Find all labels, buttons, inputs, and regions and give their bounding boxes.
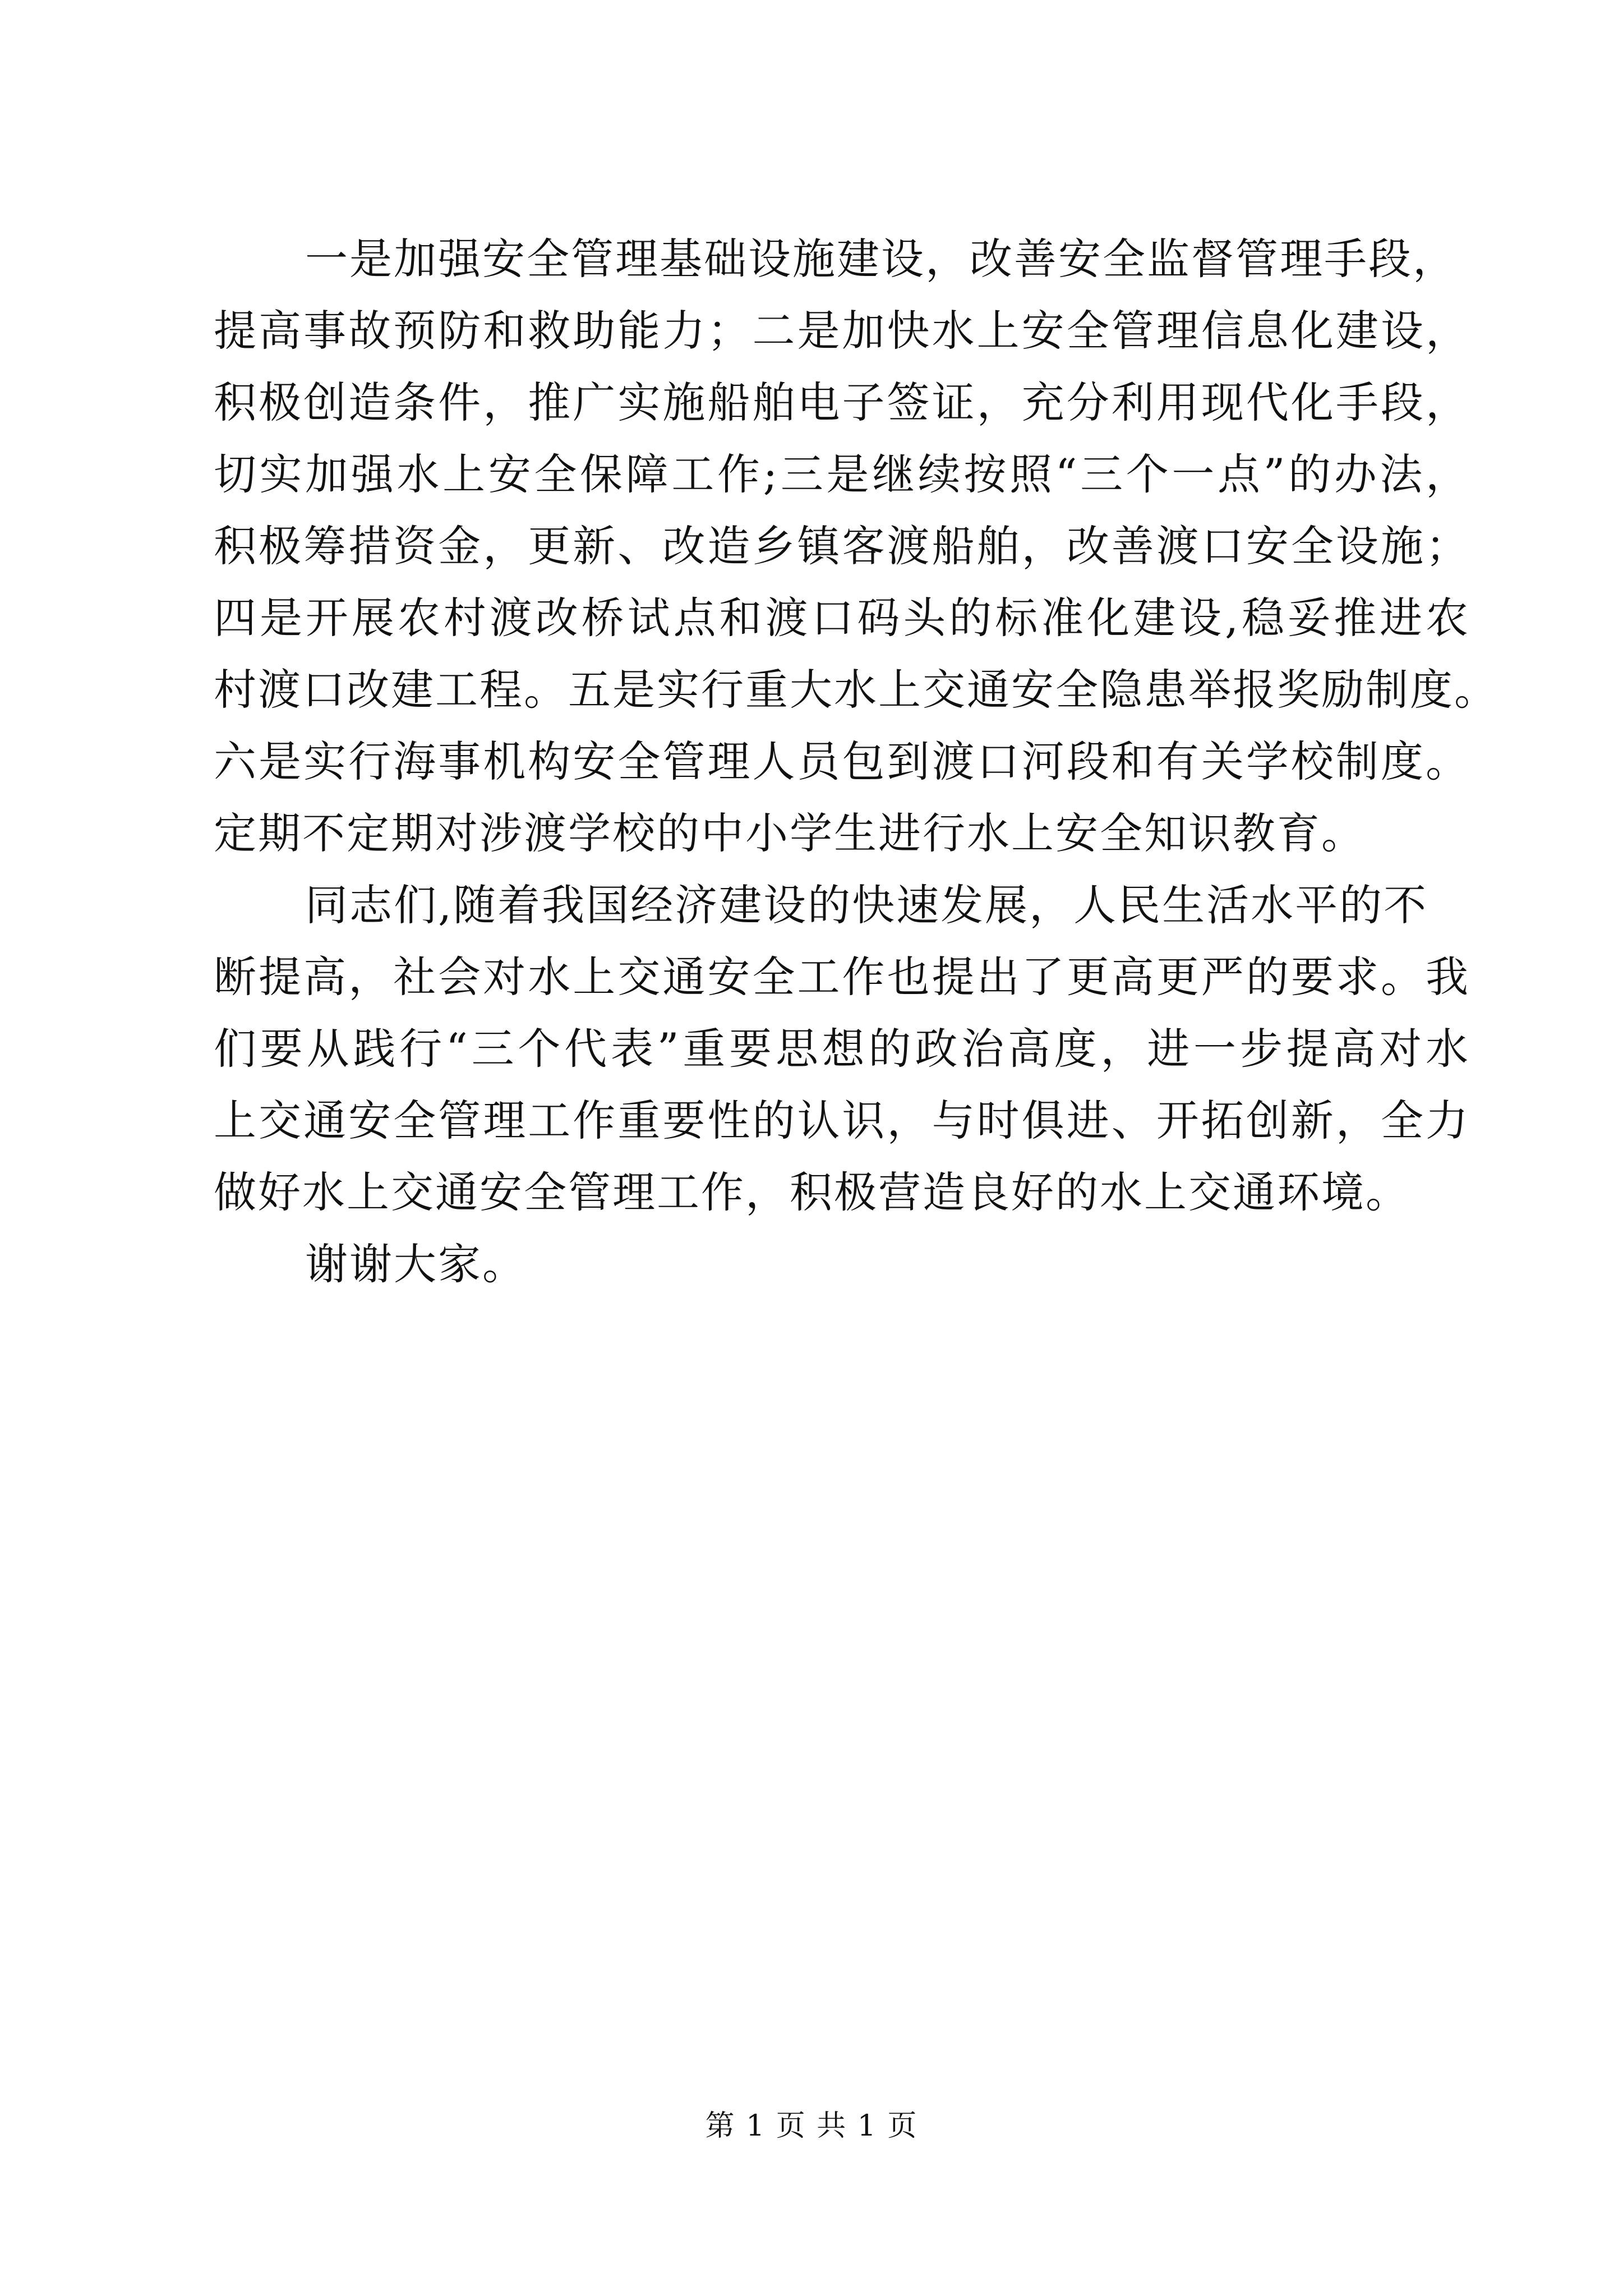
text-line: 村渡口改建工程。五是实行重大水上交通安全隐患举报奖励制度。 xyxy=(214,665,1498,715)
text-line: 切实加强水上安全保障工作;三是继续按照“三个一点”的办法， xyxy=(214,449,1470,499)
text-line: 做好水上交通安全管理工作，积极营造良好的水上交通环境。 xyxy=(214,1167,1410,1217)
text-line: 四是开展农村渡改桥试点和渡口码头的标准化建设,稳妥推进农 xyxy=(214,593,1470,643)
text-line: 积极创造条件，推广实施船舶电子签证，充分利用现代化手段， xyxy=(214,378,1470,427)
text-line: 同志们,随着我国经济建设的快速发展，人民生活水平的不 xyxy=(305,880,1428,930)
text-line: 积极筹措资金，更新、改造乡镇客渡船舶，改善渡口安全设施； xyxy=(214,521,1470,571)
text-line: 定期不定期对涉渡学校的中小学生进行水上安全知识教育。 xyxy=(214,808,1366,858)
page-number: 第 1 页 共 1 页 xyxy=(705,2109,918,2143)
text-line: 们要从践行“三个代表”重要思想的政治高度，进一步提高对水 xyxy=(214,1024,1470,1074)
text-line: 谢谢大家。 xyxy=(305,1239,527,1289)
text-line: 六是实行海事机构安全管理人员包到渡口河段和有关学校制度。 xyxy=(214,737,1470,786)
document-body xyxy=(214,223,1498,1300)
text-line: 提高事故预防和救助能力；二是加快水上安全管理信息化建设， xyxy=(214,306,1470,356)
text-line: 一是加强安全管理基础设施建设，改善安全监督管理手段， xyxy=(305,234,1457,284)
text-line: 上交通安全管理工作重要性的认识，与时俱进、开拓创新，全力 xyxy=(214,1096,1470,1145)
text-line: 断提高，社会对水上交通安全工作也提出了更高更严的要求。我 xyxy=(214,952,1470,1002)
page-footer xyxy=(0,2106,1623,2146)
